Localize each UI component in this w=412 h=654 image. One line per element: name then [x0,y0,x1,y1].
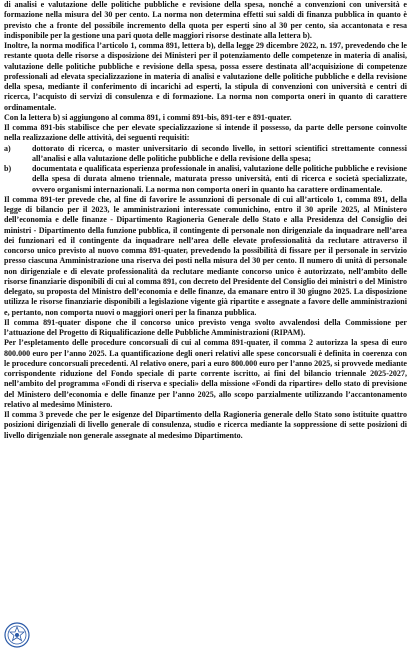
list-text: dottorato di ricerca, o master universitario di secondo livello, in settori scientifici strettamente connessi all’analisi e alla valutazione delle politiche pubbliche e della revisione della spesa; [32,143,407,163]
paragraph: Per l’espletamento delle procedure concorsuali di cui al comma 891-quater, il comma 2 autorizza la spesa di euro 800.000 euro per l’anno 2025. La quantificazione degli oneri relativi alle spese concorsuali è definita in coerenza con le procedure concorsuali precedenti. Al relativo onere, pari a euro 800.000 euro per l’anno 2025, si provvede mediante corrispondente riduzione del Fondo speciale di parte corrente iscritto, ai fini del bilancio triennale 2025-2027, nell’ambito del programma «Fondi di riserva e speciali» della missione «Fondi da ripartire» dello stato di previsione del Ministero dell’economia e delle finanze per l’anno 2025, allo scopo parzialmente utilizzando l’accantonamento relativo al medesimo Ministero. [4,338,407,409]
list-item [4,144,407,165]
paragraph: Il comma 891-bis stabilisce che per elevate specializzazione si intende il possesso, da parte delle persone coinvolte nella realizzazione delle attività, dei seguenti requisiti: [4,123,407,143]
paragraph: Inoltre, la norma modifica l’articolo 1, comma 891, lettera b), della legge 29 dicembre 2022, n. 197, prevedendo che le restante quota delle risorse a disposizione dei Ministeri per il potenziamento delle competenze in materia di analisi, valutazione delle politiche pubbliche e revisione della spesa, possa essere destinata all’acquisizione di competenze professionali ad elevata specializzazione in materia di analisi e valutazione delle politiche pubbliche e della revisione della spesa, mediante il conferimento di incarichi ad esperti, la stipula di convenzioni con università e centri di ricerca, l’acquisto di servizi di consulenza e di formazione. La norma non comporta oneri in quanto di carattere ordinamentale. [4,41,407,112]
list-label: a) [4,143,11,153]
document-page [4,0,407,441]
paragraph: Il comma 891-ter prevede che, al fine di favorire le assunzioni di personale di cui all’articolo 1, comma 891, della legge di bilancio per il 2023, le amministrazioni interessate comunichino, entro il 30 aprile 2025, al Ministero dell’economia e delle finanze - Dipartimento Ragioneria Generale dello Stato e alla Presidenza del Consiglio dei ministri - Dipartimento della funzione pubblica, il contingente di personale non dirigenziale da inquadrare nell’area dei funzionari ed il contingente da inquadrare nell’area delle elevate professionalità da reclutare attraverso il concorso unico previsto al nuovo comma 891-quater, prevedendo la possibilità di fissare per il personale in servizio presso ciascuna Amministrazione una riserva dei posti nella misura del 30 per cento. Il numero di unità di personale non dirigenziale e di elevate professionalità da reclutare mediante concorso unico è autorizzato, nell’ambito delle risorse finanziarie disponibili di cui al comma 891, con decreto del Presidente del Consiglio dei ministri o del Ministro delegato, su proposta del Ministro dell’economia e delle finanze, da emanare entro il 30 giugno 2025. La disposizione utilizza le risorse finanziarie disponibili a legislazione vigente già ripartite e assegnate a favore delle amministrazioni e, pertanto, non comporta nuovi o maggiori oneri per la finanza pubblica. [4,194,408,317]
paragraph: Con la lettera b) si aggiungono al comma 891, i commi 891-bis, 891-ter e 891-quater. [4,112,292,122]
paragraph: di analisi e valutazione delle politiche pubbliche e revisione della spesa, nonché a convenzioni con università e formazione nella misura del 30 per cento. La norma non determina effetti sui saldi di finanza pubblica in quanto è previsto che a fronte del possibile incremento della quota per esperti sino al 30 per cento, sia accantonata e resa indisponibile per la gestione una pari quota delle maggiori risorse destinate alla lettera b). [4,0,407,40]
list-text: documentata e qualificata esperienza professionale in analisi, valutazione delle politiche pubbliche e revisione della spesa di durata almeno triennale, maturata presso università, enti di ricerca e società specializzate, ovvero organismi internazionali. La norma non comporta oneri in quanto ha carattere ordinamentale. [32,164,407,194]
list-label: b) [4,164,12,173]
paragraph: Il comma 3 prevede che per le esigenze del Dipartimento della Ragioneria generale dello Stato sono istituite quattro posizioni dirigenziali di livello generale di consulenza, studio e ricerca mediante la soppressione di sette posizioni di livello dirigenziale non generale assegnate al medesimo Dipartimento. [4,410,407,440]
emblem-seal-icon [4,622,30,648]
paragraph: Il comma 891-quater dispone che il concorso unico previsto venga svolto avvalendosi della Commissione per l’attuazione del Progetto di Riqualificazione delle Pubbliche Amministrazioni (RIPAM). [4,317,407,337]
list-item [4,164,407,195]
